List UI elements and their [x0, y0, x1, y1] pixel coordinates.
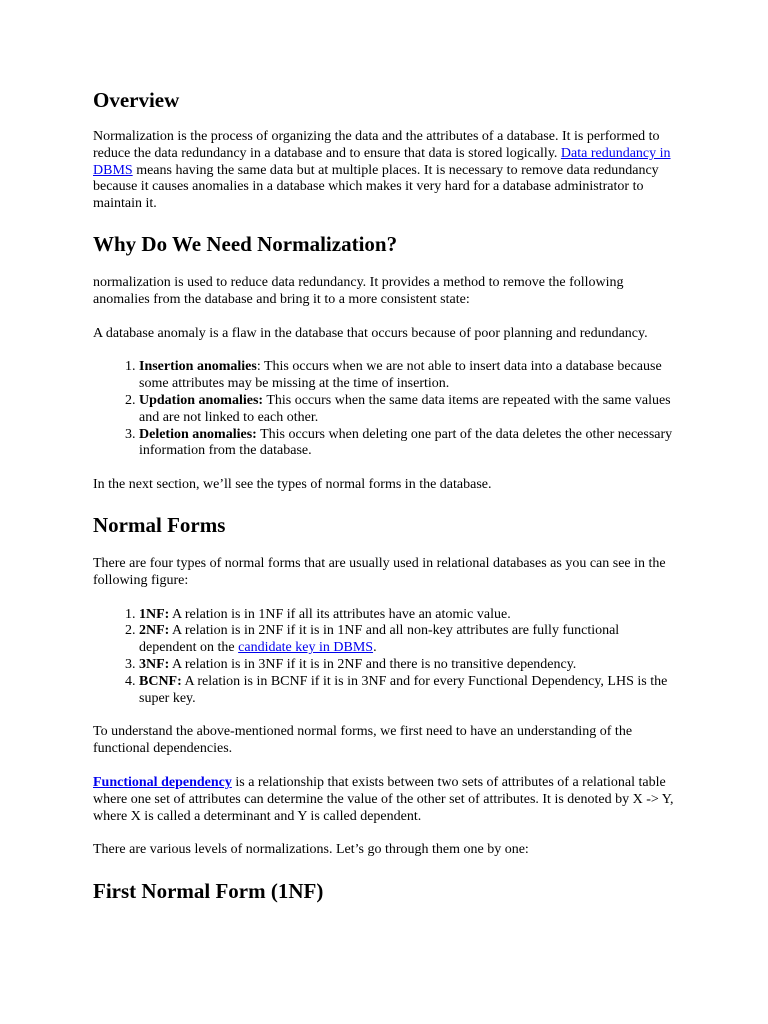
- list-item-deletion: [139, 427, 679, 461]
- form-text: A relation is in BCNF if it is in 3NF and for every Functional Dependency, LHS is the super key.: [139, 673, 668, 706]
- form-text: A relation is in 2NF if it is in 1NF and all non-key attributes are fully functional dependent on the: [139, 623, 620, 656]
- form-text: A relation is in 3NF if it is in 2NF and there is no transitive dependency.: [169, 656, 577, 672]
- functional-dependency-text: is a relationship that exists between two sets of attributes of a relational table where one set of attributes can determine the value of the other set of attributes. It is denoted by X -> Y, where X is called a determinant and Y is called dependent.: [93, 774, 674, 824]
- list-item-1nf: [139, 607, 679, 624]
- form-text: A relation is in 1NF if all its attributes have an atomic value.: [169, 606, 511, 622]
- overview-text-end: means having the same data but at multiple places. It is necessary to remove data redundancy because it causes anomalies in a database which makes it very hard for a database administrator to maintain it.: [93, 162, 659, 212]
- normal-forms-intro: There are four types of normal forms that are usually used in relational databases as you can see in the following figure:: [93, 555, 666, 588]
- normal-forms-heading: Normal Forms: [93, 512, 226, 537]
- anomaly-text: : This occurs when we are not able to insert data into a database because some attributes may be missing at the time of insertion.: [139, 359, 662, 392]
- overview-heading: Overview: [93, 88, 180, 112]
- anomalies-list: [93, 359, 679, 460]
- anomaly-text: This occurs when the same data items are repeated with the same values and are not linked to each other.: [139, 392, 671, 425]
- list-item-updation: [139, 393, 679, 427]
- anomaly-term: Deletion anomalies:: [139, 426, 257, 442]
- form-text-end: .: [373, 640, 377, 656]
- anomaly-term: Insertion anomalies: [139, 359, 257, 375]
- form-term: BCNF:: [139, 673, 182, 689]
- overview-paragraph: [93, 129, 679, 213]
- list-item-insertion: [139, 359, 679, 393]
- understand-paragraph: To understand the above-mentioned normal forms, we first need to have an understanding of the functional dependencies.: [93, 724, 633, 757]
- candidate-key-link[interactable]: candidate key in DBMS: [238, 640, 374, 656]
- list-item-3nf: [139, 657, 679, 674]
- overview-text-start: Normalization is the process of organizing the data and the attributes of a database. It is performed to reduce the data redundancy in a database and to ensure that data is stored logically.: [93, 129, 660, 161]
- next-section-paragraph: In the next section, we’ll see the types of normal forms in the database.: [93, 477, 492, 493]
- form-term: 1NF:: [139, 606, 170, 622]
- levels-paragraph: There are various levels of normalizations. Let’s go through them one by one:: [93, 842, 529, 858]
- why-paragraph-1: normalization is used to reduce data redundancy. It provides a method to remove the following anomalies from the database and bring it to a more consistent state:: [93, 274, 624, 307]
- functional-dependency-link[interactable]: Functional dependency: [93, 774, 232, 790]
- list-item-bcnf: [139, 674, 679, 708]
- functional-dependency-paragraph: [93, 775, 679, 825]
- document-content: [93, 86, 679, 905]
- anomaly-term: Updation anomalies:: [139, 392, 264, 408]
- normal-forms-list: [93, 607, 679, 708]
- anomaly-text: This occurs when deleting one part of the data deletes the other necessary information from the database.: [139, 426, 673, 459]
- form-term: 3NF:: [139, 656, 170, 672]
- why-paragraph-2: A database anomaly is a flaw in the database that occurs because of poor planning and redundancy.: [93, 325, 648, 341]
- first-normal-form-heading: First Normal Form (1NF): [93, 879, 324, 904]
- data-redundancy-link[interactable]: Data redundancy in DBMS: [93, 145, 671, 178]
- list-item-2nf: [139, 623, 679, 657]
- why-normalization-heading: Why Do We Need Normalization?: [93, 231, 398, 256]
- form-term: 2NF:: [139, 623, 170, 639]
